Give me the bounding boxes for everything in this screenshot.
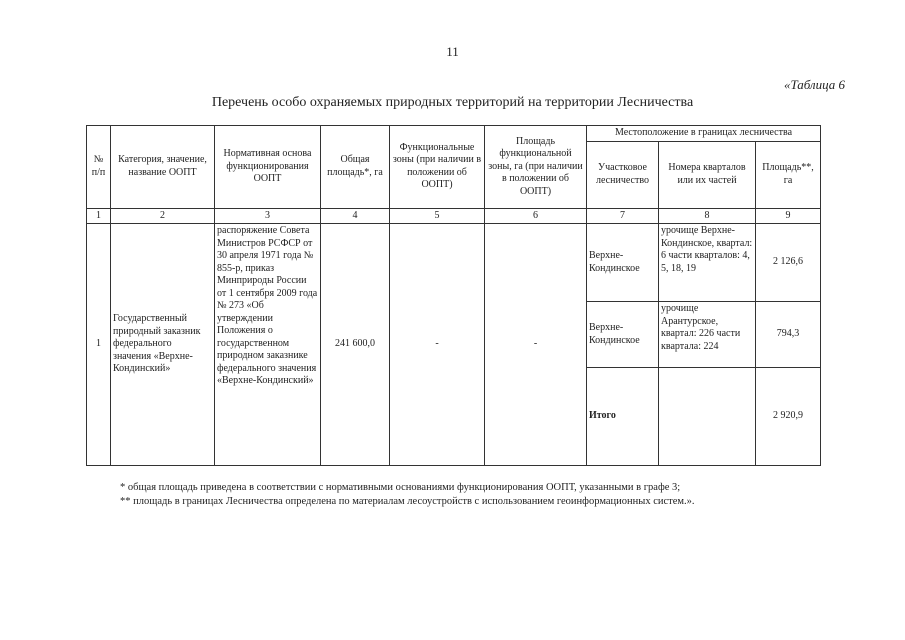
col-number: 2 <box>111 208 215 224</box>
col-number: 7 <box>587 208 659 224</box>
page-number: 11 <box>446 44 459 59</box>
district-name: Верхне-Кондинское <box>587 224 659 302</box>
col-number: 3 <box>215 208 321 224</box>
zone-area: - <box>485 224 587 466</box>
col-number: 4 <box>321 208 390 224</box>
header-basis: Нормативная основа функционирования ООПТ <box>215 126 321 209</box>
header-location: Местоположение в границах лесничества <box>587 126 821 142</box>
header-district: Участковое лесничество <box>587 141 659 208</box>
header-zones: Функциональные зоны (при наличии в положении об ООПТ) <box>390 126 485 209</box>
functional-zones: - <box>390 224 485 466</box>
header-zone-area: Площадь функциональной зоны, га (при наличии в положении об ООПТ) <box>485 126 587 209</box>
total-quarters-empty <box>659 368 756 466</box>
header-no: № п/п <box>87 126 111 209</box>
quarter-numbers: урочище Арантурское, квартал: 226 части квартала: 224 <box>659 302 756 368</box>
col-number: 5 <box>390 208 485 224</box>
footnote-2: ** площадь в границах Лесничества определена по материалам лесоустройств с использованием геоинформационных систем.». <box>120 496 695 507</box>
district-name: Верхне-Кондинское <box>587 302 659 368</box>
total-area-value: 2 920,9 <box>756 368 821 466</box>
row-number: 1 <box>87 224 111 466</box>
total-label: Итого <box>587 368 659 466</box>
quarter-numbers: урочище Верхне-Кондинское, квартал: 6 части кварталов: 4, 5, 18, 19 <box>659 224 756 302</box>
oopt-category: Государственный природный заказник федерального значения «Верхне-Кондинский» <box>111 224 215 466</box>
document-title: Перечень особо охраняемых природных территорий на территории Лесничества <box>211 95 694 110</box>
header-total-area: Общая площадь*, га <box>321 126 390 209</box>
col-number: 8 <box>659 208 756 224</box>
header-quarters: Номера кварталов или их частей <box>659 141 756 208</box>
col-number: 9 <box>756 208 821 224</box>
table-reference: «Таблица 6 <box>783 77 845 92</box>
oopt-table <box>86 125 821 466</box>
footnotes <box>120 481 695 509</box>
col-number: 6 <box>485 208 587 224</box>
normative-basis: распоряжение Совета Министров РСФСР от 30 апреля 1971 года № 855-р, приказ Минприроды России от 1 сентября 2009 года № 273 «Об утверждении Положения о государственном природном заказнике федерального значения «Верхне-Кондинский» <box>215 224 321 466</box>
total-area: 241 600,0 <box>321 224 390 466</box>
location-area: 2 126,6 <box>756 224 821 302</box>
header-category: Категория, значение, название ООПТ <box>111 126 215 209</box>
footnote-1: * общая площадь приведена в соответствии с нормативными основаниями функционирования ООПТ, указанными в графе 3; <box>120 482 681 493</box>
header-area: Площадь**, га <box>756 141 821 208</box>
col-number: 1 <box>87 208 111 224</box>
location-area: 794,3 <box>756 302 821 368</box>
